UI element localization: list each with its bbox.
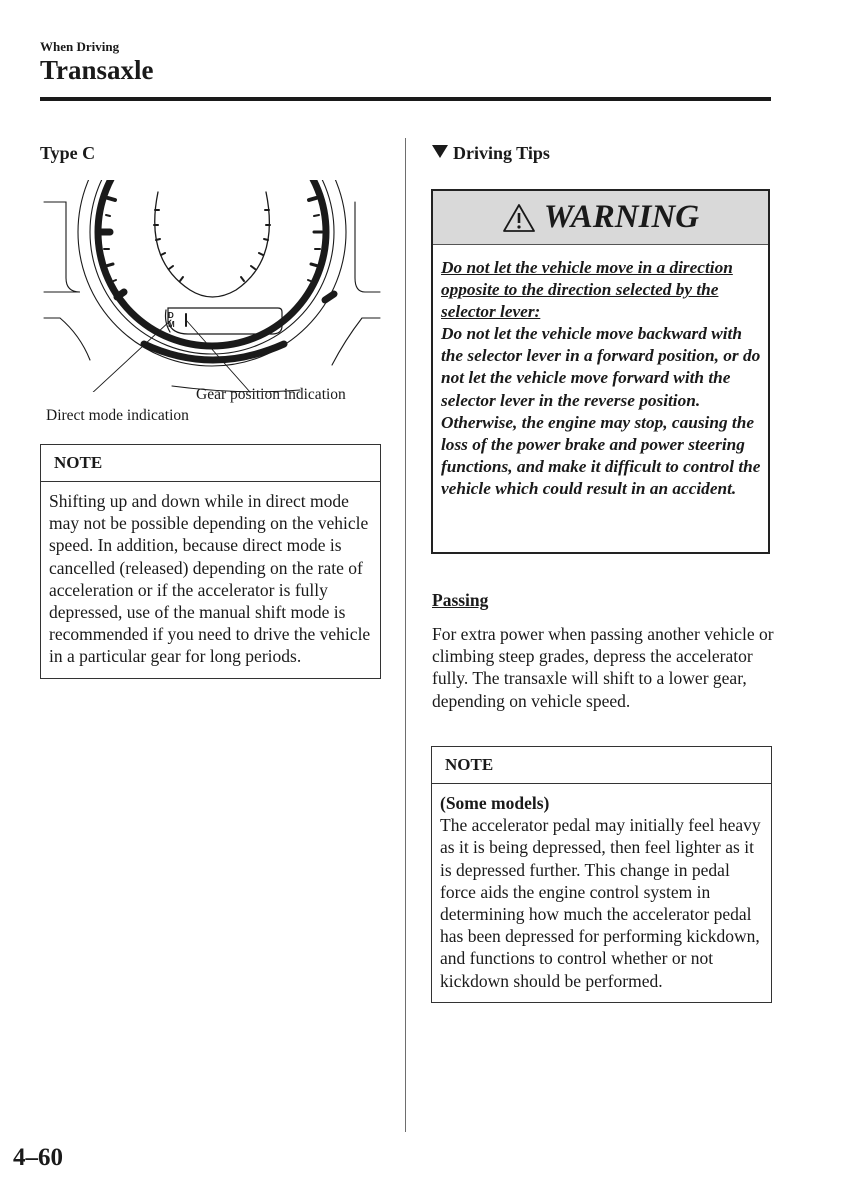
warning-text: Do not let the vehicle move backward with the selector lever in a forward position, or do not let the vehicle move forward with the selector lever in the reverse position. Otherwise, the engine may stop, causing the loss of the power brake and power steering functions, and make it difficult to control the vehicle which could result in an accident. [441,324,761,498]
indicator-letter-d: D [168,311,174,320]
note-heading: NOTE [41,445,380,482]
header-rule [40,97,771,101]
type-heading: Type C [40,143,96,163]
note-box-accelerator [431,746,772,1003]
note-body [432,784,771,1002]
warning-triangle-icon [502,203,536,233]
page-number: 4–60 [13,1144,63,1171]
note-box-direct-mode [40,444,381,679]
instrument-cluster-figure [40,180,385,430]
gear-position-label: Gear position indication [196,386,346,403]
warning-header [433,191,768,245]
indicator-letter-m: M [168,320,175,329]
warning-title: WARNING [543,199,700,235]
page-title: Transaxle [40,55,154,85]
passing-text: For extra power when passing another vehicle or climbing steep grades, depress the accelerator fully. The transaxle will shift to a lower gear, depending on vehicle speed. [432,624,774,711]
warning-box [431,189,770,554]
section-label: When Driving [40,39,120,54]
driving-tips-heading [432,143,550,164]
warning-lead: Do not let the vehicle move in a direction opposite to the direction selected by the selector lever: [441,258,733,322]
column-divider [405,138,406,1132]
note-heading: NOTE [432,747,771,784]
note-text: The accelerator pedal may initially feel heavy as it is being depressed, then feel lighter as it is depressed further. This change in pedal force aids the engine control system in determining how much the accelerator pedal has been depressed for performing kickdown, and functions to control whether or not kickdown should be performed. [440,815,761,991]
driving-tips-title: Driving Tips [453,143,550,163]
passing-heading: Passing [432,590,489,610]
warning-body [433,245,768,500]
note-subheading: (Some models) [440,793,550,813]
direct-mode-label: Direct mode indication [46,407,189,424]
note-text: Shifting up and down while in direct mode may not be possible depending on the vehicle speed. In addition, because direct mode is cancelled (released) depending on the rate of acceleration or if the accelerator is fully depressed, use of the manual shift mode is recommended if you need to drive the vehicle in a particular gear for long periods. [49,491,371,667]
triangle-bullet-icon [432,145,448,158]
